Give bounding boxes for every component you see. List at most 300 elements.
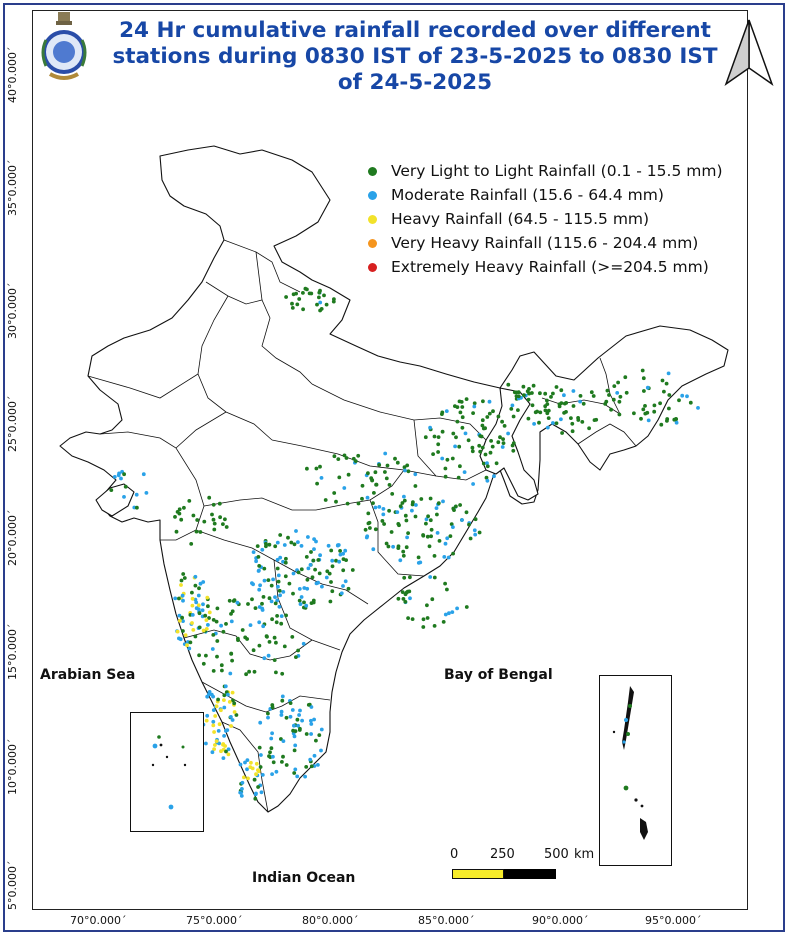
station-dot	[181, 629, 185, 633]
station-dot	[282, 739, 286, 743]
station-dot	[460, 518, 464, 522]
legend-item-very-heavy	[368, 234, 698, 252]
station-dot	[454, 435, 458, 439]
station-dot	[450, 610, 454, 614]
lon-label-75: 75°0.000´	[186, 914, 243, 927]
scale-unit: km	[574, 847, 595, 862]
legend-label: Heavy Rainfall (64.5 - 115.5 mm)	[391, 210, 650, 228]
station-dot	[677, 398, 681, 402]
station-dot	[477, 444, 481, 448]
station-dot	[270, 617, 274, 621]
station-dot	[662, 390, 666, 394]
station-dot	[481, 399, 485, 403]
station-dot	[303, 775, 307, 779]
station-dot	[236, 638, 240, 642]
station-dot	[181, 594, 185, 598]
station-dot	[305, 555, 309, 559]
station-dot	[195, 530, 199, 534]
station-dot	[205, 596, 209, 600]
station-dot	[456, 420, 460, 424]
station-dot	[538, 411, 542, 415]
station-dot	[278, 589, 282, 593]
legend-dot-yellow	[368, 215, 377, 224]
station-dot	[381, 519, 385, 523]
station-dot	[180, 616, 184, 620]
station-dot	[221, 522, 225, 526]
station-dot	[576, 416, 580, 420]
station-dot	[312, 559, 316, 563]
station-dot	[374, 527, 378, 531]
station-dot	[306, 535, 310, 539]
station-dot	[543, 392, 547, 396]
station-dot	[437, 501, 441, 505]
station-dot	[195, 518, 199, 522]
station-dot	[254, 792, 258, 796]
station-dot	[267, 754, 271, 758]
station-dot	[220, 669, 224, 673]
station-dot	[299, 602, 303, 606]
lat-label-5: 5°0.000´	[6, 860, 19, 910]
station-dot	[403, 600, 407, 604]
station-dot	[639, 417, 643, 421]
station-dot	[296, 540, 300, 544]
station-dot	[364, 528, 368, 532]
station-dot	[308, 758, 312, 762]
station-dot	[201, 608, 205, 612]
station-dot	[436, 450, 440, 454]
station-dot	[271, 706, 275, 710]
station-dot	[424, 435, 428, 439]
station-dot	[413, 472, 417, 476]
station-dot	[284, 295, 288, 299]
station-dot	[501, 437, 505, 441]
station-dot	[534, 410, 538, 414]
station-dot	[212, 528, 216, 532]
station-dot	[297, 713, 301, 717]
station-dot	[246, 602, 250, 606]
station-dot	[478, 434, 482, 438]
station-dot	[306, 578, 310, 582]
station-dot	[228, 599, 232, 603]
station-dot	[366, 496, 370, 500]
station-dot	[449, 534, 453, 538]
station-dot	[338, 549, 342, 553]
station-dot	[277, 580, 281, 584]
station-dot	[527, 417, 531, 421]
station-dot	[178, 619, 182, 623]
station-dot	[329, 549, 333, 553]
station-dot	[433, 624, 437, 628]
station-dot	[547, 416, 551, 420]
station-dot	[481, 446, 485, 450]
station-dot	[319, 749, 323, 753]
station-dot	[243, 636, 247, 640]
station-dot	[485, 461, 489, 465]
station-dot	[284, 614, 288, 618]
legend-dot-red	[368, 263, 377, 272]
station-dot	[485, 415, 489, 419]
station-dot	[307, 567, 311, 571]
station-dot	[202, 520, 206, 524]
station-dot	[270, 746, 274, 750]
station-dot	[332, 300, 336, 304]
station-dot	[205, 714, 209, 718]
station-dot	[281, 695, 285, 699]
station-dot	[256, 785, 260, 789]
andaman-nicobar-inset	[599, 675, 672, 866]
station-dot	[386, 464, 390, 468]
station-dot	[270, 584, 274, 588]
station-dot	[293, 768, 297, 772]
station-dot	[211, 633, 215, 637]
station-dot	[428, 575, 432, 579]
station-dot	[280, 614, 284, 618]
station-dot	[532, 422, 536, 426]
station-dot	[257, 569, 261, 573]
station-dot	[341, 568, 345, 572]
station-dot	[366, 471, 370, 475]
scale-segment-black	[504, 869, 556, 879]
station-dot	[579, 394, 583, 398]
station-dot	[316, 581, 320, 585]
station-dot	[276, 585, 280, 589]
station-dot	[113, 475, 117, 479]
legend-item-heavy	[368, 210, 649, 228]
station-dot	[297, 571, 301, 575]
station-dot	[260, 602, 264, 606]
station-dot	[481, 418, 485, 422]
station-dot	[268, 596, 272, 600]
station-dot	[248, 765, 252, 769]
station-dot	[316, 763, 320, 767]
station-dot	[435, 513, 439, 517]
station-dot	[298, 727, 302, 731]
station-dot	[253, 797, 257, 801]
station-dot	[187, 499, 191, 503]
station-dot	[229, 652, 233, 656]
station-dot	[474, 517, 478, 521]
station-dot	[431, 452, 435, 456]
station-dot	[465, 605, 469, 609]
station-dot	[219, 708, 223, 712]
station-dot	[308, 292, 312, 296]
station-dot	[549, 395, 553, 399]
station-dot	[347, 587, 351, 591]
station-dot	[229, 724, 233, 728]
lakshadweep-inset	[130, 712, 204, 832]
station-dot	[332, 491, 336, 495]
station-dot	[387, 509, 391, 513]
station-dot	[293, 749, 297, 753]
station-dot	[314, 540, 318, 544]
station-dot	[290, 302, 294, 306]
station-dot	[275, 614, 279, 618]
station-dot	[224, 622, 228, 626]
station-dot	[465, 397, 469, 401]
station-dot	[426, 514, 430, 518]
station-dot	[263, 579, 267, 583]
station-dot	[437, 435, 441, 439]
station-dot	[185, 643, 189, 647]
station-dot	[430, 597, 434, 601]
station-dot	[625, 391, 629, 395]
station-dot	[594, 418, 598, 422]
station-dot	[272, 760, 276, 764]
station-dot	[212, 730, 216, 734]
legend-label: Moderate Rainfall (15.6 - 64.4 mm)	[391, 186, 664, 204]
station-dot	[283, 645, 287, 649]
station-dot	[429, 534, 433, 538]
station-dot	[313, 568, 317, 572]
station-dot	[216, 698, 220, 702]
station-dot	[559, 388, 563, 392]
station-dot	[497, 415, 501, 419]
station-dot	[463, 470, 467, 474]
station-dot	[344, 579, 348, 583]
title-line-3: of 24-5-2025	[337, 70, 493, 95]
station-dot	[197, 594, 201, 598]
station-dot	[301, 291, 305, 295]
station-dot	[478, 450, 482, 454]
station-dot	[292, 724, 296, 728]
station-dot	[486, 464, 490, 468]
station-dot	[405, 545, 409, 549]
station-dot	[564, 401, 568, 405]
station-dot	[191, 604, 195, 608]
station-dot	[194, 635, 198, 639]
station-dot	[667, 372, 671, 376]
station-dot	[284, 561, 288, 565]
station-dot	[580, 420, 584, 424]
station-dot	[401, 501, 405, 505]
station-dot	[442, 620, 446, 624]
station-dot	[212, 669, 216, 673]
station-dot	[277, 574, 281, 578]
station-dot	[366, 512, 370, 516]
andaman-nicobar-islands	[600, 676, 671, 865]
station-dot	[618, 413, 622, 417]
station-dot	[211, 647, 215, 651]
station-dot	[305, 732, 309, 736]
station-dot	[441, 430, 445, 434]
station-dot	[182, 506, 186, 510]
station-dot	[280, 710, 284, 714]
station-dot	[315, 482, 319, 486]
station-dot	[270, 731, 274, 735]
station-dot	[414, 503, 418, 507]
station-dot	[383, 452, 387, 456]
station-dot	[246, 777, 250, 781]
title-line-1: 24 Hr cumulative rainfall recorded over different	[119, 18, 711, 43]
station-dot	[207, 496, 211, 500]
station-dot	[284, 557, 288, 561]
station-dot	[411, 503, 415, 507]
station-dot	[426, 535, 430, 539]
station-dot	[212, 618, 216, 622]
station-dot	[262, 595, 266, 599]
station-dot	[278, 556, 282, 560]
station-dot	[451, 507, 455, 511]
station-dot	[273, 544, 277, 548]
legend-dot-orange	[368, 239, 377, 248]
station-dot	[241, 628, 245, 632]
station-dot	[292, 572, 296, 576]
station-dot	[285, 763, 289, 767]
station-dot	[458, 503, 462, 507]
station-dot	[451, 552, 455, 556]
station-dot	[422, 617, 426, 621]
station-dot	[232, 701, 236, 705]
station-dot	[294, 729, 298, 733]
station-dot	[489, 439, 493, 443]
station-dot	[254, 772, 258, 776]
station-dot	[402, 554, 406, 558]
station-dot	[318, 553, 322, 557]
station-dot	[314, 739, 318, 743]
station-dot	[410, 509, 414, 513]
station-dot	[444, 475, 448, 479]
station-dot	[230, 659, 234, 663]
station-dot	[280, 760, 284, 764]
station-dot	[661, 379, 665, 383]
station-dot	[239, 763, 243, 767]
station-dot	[257, 769, 261, 773]
station-dot	[191, 613, 195, 617]
station-dot	[294, 529, 298, 533]
station-dot	[587, 426, 591, 430]
station-dot	[467, 523, 471, 527]
station-dot	[433, 554, 437, 558]
station-dot	[396, 522, 400, 526]
station-dot	[250, 597, 254, 601]
station-dot	[317, 296, 321, 300]
bay-of-bengal-label: Bay of Bengal	[444, 667, 553, 683]
station-dot	[482, 462, 486, 466]
station-dot	[417, 561, 421, 565]
station-dot	[443, 582, 447, 586]
station-dot	[615, 391, 619, 395]
legend-label: Extremely Heavy Rainfall (>=204.5 mm)	[391, 258, 709, 276]
station-dot	[222, 734, 226, 738]
station-dot	[199, 530, 203, 534]
station-dot	[194, 575, 198, 579]
station-dot	[473, 533, 477, 537]
station-dot	[642, 376, 646, 380]
station-dot	[293, 744, 297, 748]
station-dot	[215, 655, 219, 659]
station-dot	[190, 621, 194, 625]
station-dot	[109, 488, 113, 492]
station-dot	[227, 753, 231, 757]
station-dot	[445, 536, 449, 540]
station-dot	[509, 407, 513, 411]
station-dot	[531, 403, 535, 407]
station-dot	[522, 385, 526, 389]
station-dot	[405, 519, 409, 523]
station-dot	[336, 457, 340, 461]
station-dot	[342, 557, 346, 561]
station-dot	[667, 393, 671, 397]
station-dot	[560, 431, 564, 435]
station-dot	[337, 476, 341, 480]
station-dot	[447, 611, 451, 615]
station-dot	[578, 400, 582, 404]
station-dot	[612, 398, 616, 402]
station-dot	[390, 492, 394, 496]
station-dot	[198, 626, 202, 630]
station-dot	[538, 391, 542, 395]
station-dot	[372, 491, 376, 495]
station-dot	[280, 713, 284, 717]
station-dot	[406, 590, 410, 594]
station-dot	[298, 599, 302, 603]
station-dot	[426, 616, 430, 620]
station-dot	[124, 485, 128, 489]
station-dot	[222, 706, 226, 710]
station-dot	[268, 750, 272, 754]
station-dot	[253, 670, 257, 674]
station-dot	[212, 518, 216, 522]
station-dot	[408, 596, 412, 600]
station-dot	[428, 544, 432, 548]
station-dot	[457, 476, 461, 480]
station-dot	[564, 410, 568, 414]
station-dot	[405, 464, 409, 468]
station-dot	[142, 472, 146, 476]
station-dot	[257, 620, 261, 624]
station-dot	[173, 515, 177, 519]
station-dot	[381, 513, 385, 517]
station-dot	[223, 517, 227, 521]
station-dot	[572, 404, 576, 408]
station-dot	[367, 522, 371, 526]
station-dot	[517, 390, 521, 394]
station-dot	[206, 604, 210, 608]
station-dot	[183, 576, 187, 580]
legend-label: Very Heavy Rainfall (115.6 - 204.4 mm)	[391, 234, 699, 252]
station-dot	[212, 708, 216, 712]
station-dot	[278, 533, 282, 537]
station-dot	[288, 582, 292, 586]
station-dot	[298, 587, 302, 591]
station-dot	[329, 580, 333, 584]
station-dot	[371, 547, 375, 551]
station-dot	[402, 576, 406, 580]
station-dot	[438, 539, 442, 543]
station-dot	[526, 389, 530, 393]
station-dot	[211, 720, 215, 724]
station-dot	[219, 749, 223, 753]
station-dot	[590, 390, 594, 394]
station-dot	[453, 404, 457, 408]
station-dot	[302, 601, 306, 605]
station-dot	[257, 564, 261, 568]
station-dot	[685, 394, 689, 398]
station-dot	[647, 419, 651, 423]
station-dot	[231, 691, 235, 695]
station-dot	[616, 381, 620, 385]
station-dot	[294, 655, 298, 659]
station-dot	[258, 605, 262, 609]
station-dot	[236, 601, 240, 605]
station-dot	[222, 756, 226, 760]
station-dot	[194, 584, 198, 588]
station-dot	[607, 393, 611, 397]
station-dot	[428, 426, 432, 430]
station-dot	[488, 400, 492, 404]
station-dot	[300, 595, 304, 599]
station-dot	[411, 617, 415, 621]
